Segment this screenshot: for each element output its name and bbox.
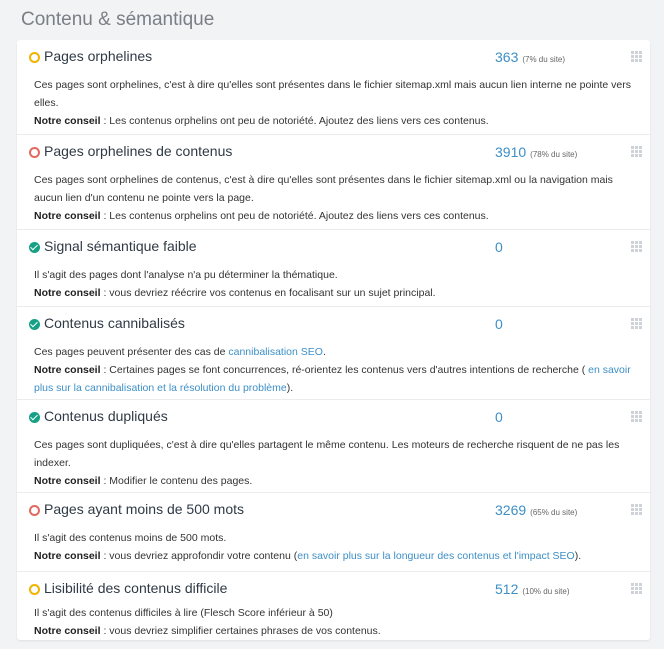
status-ok-check-icon <box>29 319 40 330</box>
issue-body <box>34 266 640 302</box>
issue-header[interactable] <box>17 230 650 260</box>
status-warning-icon <box>29 505 40 516</box>
issue-weak-semantic-signal <box>17 230 650 307</box>
advice-text: : Certaines pages se font concurrences, ré-orientez les contenus vers d'autres intentions de recherche ( <box>100 364 589 376</box>
advice-text: ). <box>574 550 582 562</box>
issue-title: Contenus dupliqués <box>44 408 168 424</box>
issue-count[interactable] <box>495 144 577 160</box>
issue-count[interactable] <box>495 49 565 65</box>
issue-title: Pages orphelines <box>44 48 153 64</box>
issue-title: Pages orphelines de contenus <box>44 143 233 159</box>
issue-count-value[interactable]: 0 <box>495 409 503 425</box>
issue-description <box>34 343 640 361</box>
issue-description: Ces pages sont orphelines de contenus, c'est à dire qu'elles sont présentes dans le fichier sitemap.xml ou la navigation mais aucun lien d'un contenu ne pointe vers la page. <box>34 174 613 204</box>
issue-description: Il s'agit des contenus difficiles à lire (Flesch Score inférieur à 50) <box>34 607 333 619</box>
advice-text: ). <box>286 382 294 394</box>
issue-description: Ces pages sont dupliquées, c'est à dire qu'elles partagent le même contenu. Les moteurs de recherche risquent de ne pas les indexer. <box>34 439 620 469</box>
issue-header[interactable] <box>17 40 650 70</box>
issue-count[interactable] <box>495 581 570 597</box>
issue-content-orphan-pages <box>17 135 650 230</box>
cannibalization-learn-more-link[interactable]: en savoir plus sur la cannibalisation et la résolution du problème <box>34 364 631 394</box>
cannibalization-link[interactable]: cannibalisation SEO <box>228 346 323 358</box>
issue-advice <box>34 472 640 490</box>
advice-label: Notre conseil <box>34 625 101 637</box>
issue-title: Signal sémantique faible <box>44 238 197 254</box>
status-ok-check-icon <box>29 242 40 253</box>
issue-advice <box>34 622 640 640</box>
issue-description: Il s'agit des pages dont l'analyse n'a pu déterminer la thématique. <box>34 269 338 281</box>
issue-count-value[interactable]: 512 <box>495 581 519 597</box>
advice-text: : vous devriez réécrire vos contenus en focalisant sur un sujet principal. <box>100 287 436 299</box>
advice-label: Notre conseil <box>34 475 101 487</box>
content-length-learn-more-link[interactable]: en savoir plus sur la longueur des contenus et l'impact SEO <box>297 550 575 562</box>
grid-icon[interactable] <box>631 583 643 594</box>
issue-readability <box>17 572 650 646</box>
issue-header[interactable] <box>17 572 650 602</box>
issue-body <box>34 604 640 640</box>
status-warning-icon <box>29 147 40 158</box>
issue-count-value[interactable]: 3269 <box>495 502 527 518</box>
issue-duplicate-contents <box>17 400 650 493</box>
issue-count-value[interactable]: 0 <box>495 316 503 332</box>
description-text: . <box>322 346 326 358</box>
issue-body <box>34 343 640 397</box>
issue-count[interactable] <box>495 502 577 518</box>
advice-label: Notre conseil <box>34 550 101 562</box>
grid-icon[interactable] <box>631 146 643 157</box>
grid-icon[interactable] <box>631 51 643 62</box>
content-issues-card <box>17 40 650 640</box>
issue-header[interactable] <box>17 493 650 523</box>
advice-text: : Modifier le contenu des pages. <box>100 475 253 487</box>
advice-label: Notre conseil <box>34 287 101 299</box>
advice-text: : Les contenus orphelins ont peu de notoriété. Ajoutez des liens vers ces contenus. <box>100 115 489 127</box>
issue-share: (65% du site) <box>530 508 578 517</box>
issue-header[interactable] <box>17 135 650 165</box>
issue-advice <box>34 284 640 302</box>
issue-count-value[interactable]: 363 <box>495 49 519 65</box>
issue-header[interactable] <box>17 400 650 430</box>
issue-share: (78% du site) <box>530 150 578 159</box>
status-pending-icon <box>29 584 40 595</box>
issue-body <box>34 76 640 130</box>
description-text: Ces pages peuvent présenter des cas de <box>34 346 229 358</box>
issue-advice <box>34 207 640 225</box>
issue-title: Pages ayant moins de 500 mots <box>44 501 245 517</box>
issue-title: Lisibilité des contenus difficile <box>44 580 228 596</box>
issue-body <box>34 529 640 565</box>
issue-count[interactable] <box>495 409 503 425</box>
issue-orphan-pages <box>17 40 650 135</box>
grid-icon[interactable] <box>631 241 643 252</box>
status-ok-check-icon <box>29 412 40 423</box>
grid-icon[interactable] <box>631 411 643 422</box>
issue-count-value[interactable]: 0 <box>495 239 503 255</box>
advice-label: Notre conseil <box>34 364 101 376</box>
issue-share: (7% du site) <box>522 55 566 64</box>
advice-label: Notre conseil <box>34 210 101 222</box>
advice-text: : Les contenus orphelins ont peu de notoriété. Ajoutez des liens vers ces contenus. <box>100 210 489 222</box>
issue-count[interactable] <box>495 316 503 332</box>
issue-advice <box>34 112 640 130</box>
issue-header[interactable] <box>17 307 650 337</box>
issue-body <box>34 171 640 225</box>
advice-text: : vous devriez approfondir votre contenu ( <box>100 550 298 562</box>
issue-body <box>34 436 640 490</box>
grid-icon[interactable] <box>631 318 643 329</box>
issue-description: Il s'agit des contenus moins de 500 mots. <box>34 532 227 544</box>
issue-short-pages <box>17 493 650 572</box>
issue-share: (10% du site) <box>522 587 570 596</box>
issue-advice <box>34 361 640 397</box>
issue-advice <box>34 547 640 565</box>
issue-count[interactable] <box>495 239 503 255</box>
page-title: Contenu & sémantique <box>21 9 215 30</box>
status-pending-icon <box>29 52 40 63</box>
issue-count-value[interactable]: 3910 <box>495 144 527 160</box>
advice-text: : vous devriez simplifier certaines phrases de vos contenus. <box>100 625 381 637</box>
issue-description: Ces pages sont orphelines, c'est à dire qu'elles sont présentes dans le fichier sitemap.xml mais aucun lien interne ne pointe vers elles. <box>34 79 631 109</box>
advice-label: Notre conseil <box>34 115 101 127</box>
grid-icon[interactable] <box>631 504 643 515</box>
issue-title: Contenus cannibalisés <box>44 315 185 331</box>
issue-cannibalized-contents <box>17 307 650 400</box>
